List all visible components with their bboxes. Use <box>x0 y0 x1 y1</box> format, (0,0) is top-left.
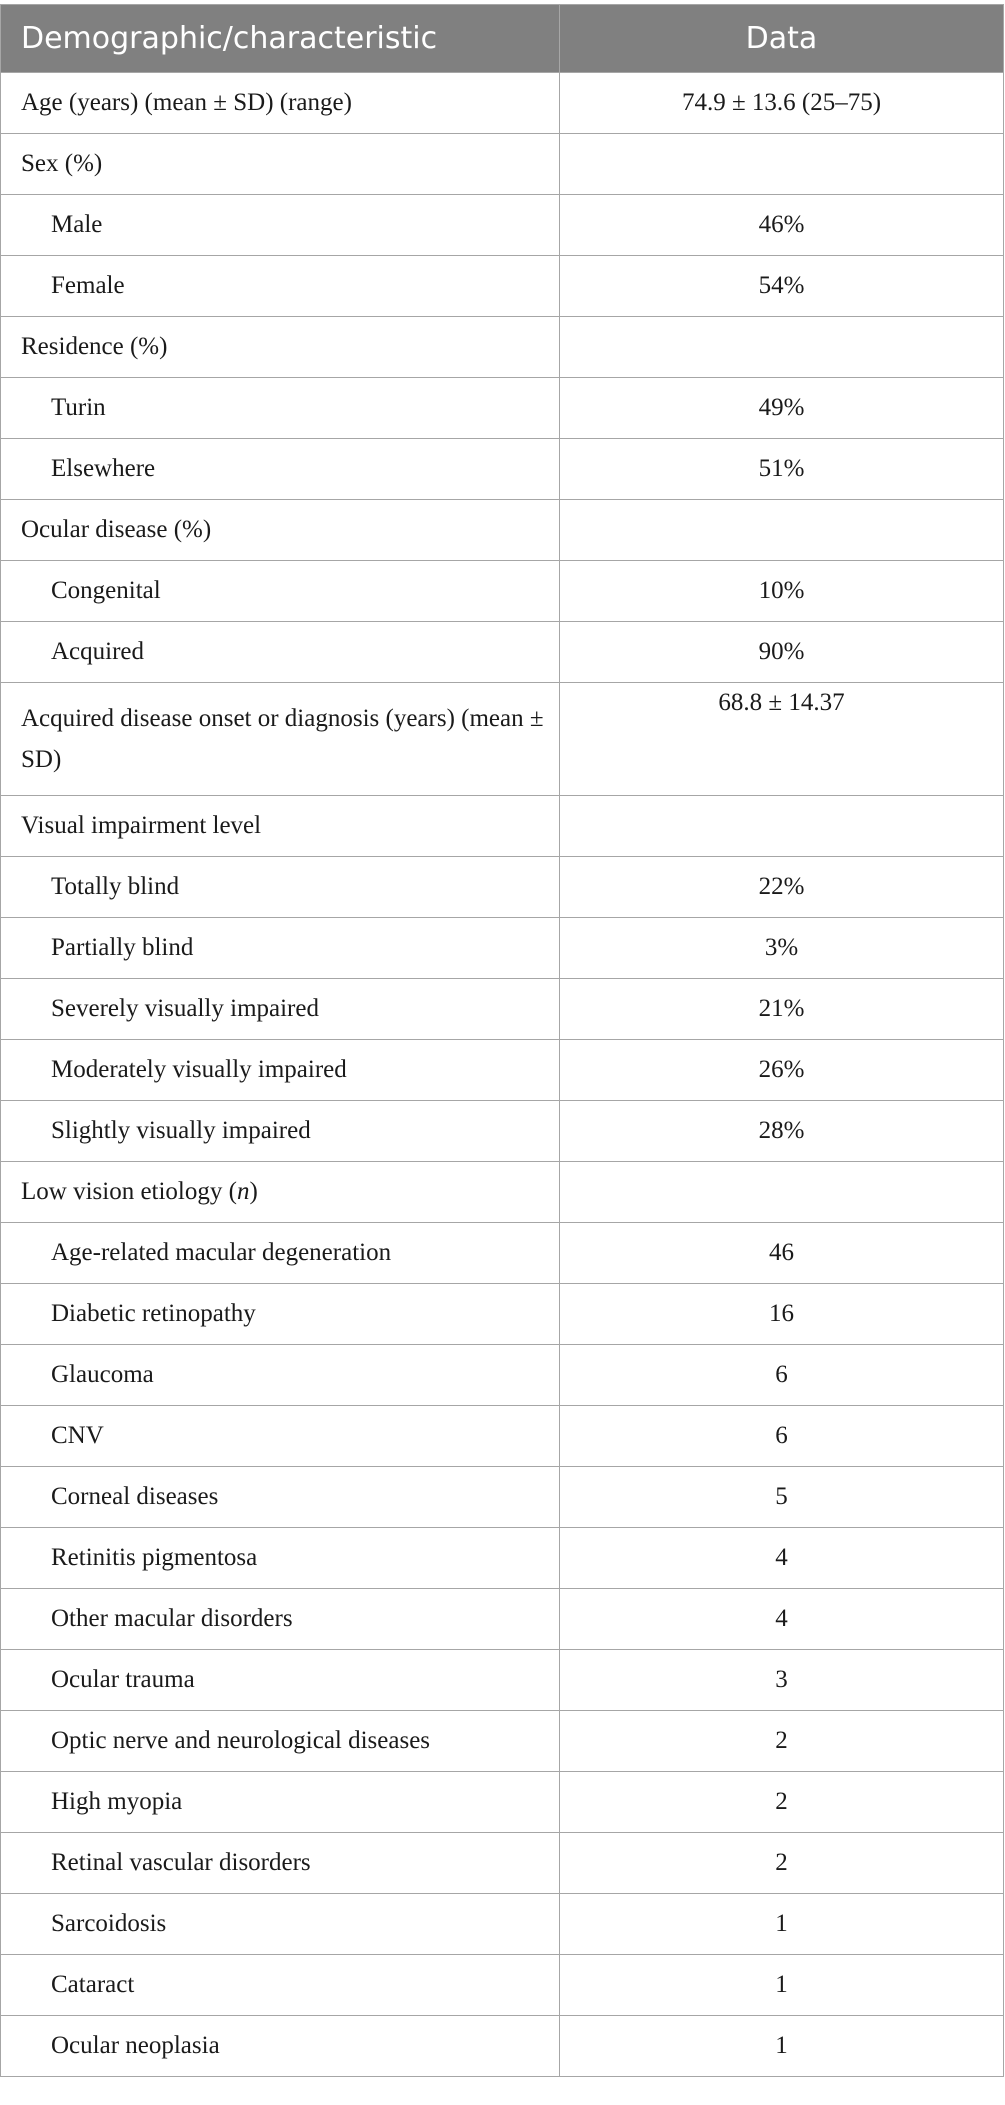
table-row <box>1 1894 1004 1955</box>
row-label: Sarcoidosis <box>1 1894 560 1955</box>
table-row <box>1 1223 1004 1284</box>
row-label: Turin <box>1 378 560 439</box>
row-value: 2 <box>560 1711 1004 1772</box>
row-label: Female <box>1 256 560 317</box>
table-row <box>1 1833 1004 1894</box>
row-label: Acquired <box>1 622 560 683</box>
table-row <box>1 1955 1004 2016</box>
etiology-label-suffix: ) <box>249 1178 258 1205</box>
row-value: 28% <box>560 1101 1004 1162</box>
row-value: 4 <box>560 1589 1004 1650</box>
row-label: Partially blind <box>1 918 560 979</box>
section-label: Ocular disease (%) <box>1 500 560 561</box>
row-value: 3 <box>560 1650 1004 1711</box>
row-value: 5 <box>560 1467 1004 1528</box>
row-value-empty <box>560 1162 1004 1223</box>
row-label: Elsewhere <box>1 439 560 500</box>
table-row <box>1 683 1004 796</box>
table-row <box>1 1711 1004 1772</box>
row-label: Retinal vascular disorders <box>1 1833 560 1894</box>
table-row <box>1 1406 1004 1467</box>
table-row <box>1 1284 1004 1345</box>
row-label: Age (years) (mean ± SD) (range) <box>1 73 560 134</box>
row-value-empty <box>560 134 1004 195</box>
row-label: Glaucoma <box>1 1345 560 1406</box>
row-value: 3% <box>560 918 1004 979</box>
table-row <box>1 256 1004 317</box>
table-row <box>1 1467 1004 1528</box>
row-value: 1 <box>560 1955 1004 2016</box>
table-row <box>1 857 1004 918</box>
section-label: Residence (%) <box>1 317 560 378</box>
row-label: High myopia <box>1 1772 560 1833</box>
table-row <box>1 134 1004 195</box>
row-label: Ocular neoplasia <box>1 2016 560 2077</box>
row-label: Acquired disease onset or diagnosis (years) (mean ± SD) <box>1 683 560 796</box>
row-label: Male <box>1 195 560 256</box>
row-value: 22% <box>560 857 1004 918</box>
row-label: Congenital <box>1 561 560 622</box>
row-value: 1 <box>560 1894 1004 1955</box>
table-row <box>1 195 1004 256</box>
table-row <box>1 378 1004 439</box>
table-row <box>1 622 1004 683</box>
row-label: Totally blind <box>1 857 560 918</box>
row-label: Age-related macular degeneration <box>1 1223 560 1284</box>
table-row <box>1 317 1004 378</box>
row-value: 51% <box>560 439 1004 500</box>
row-value: 46% <box>560 195 1004 256</box>
section-label: Visual impairment level <box>1 796 560 857</box>
demographics-table <box>0 4 1004 2077</box>
row-value: 46 <box>560 1223 1004 1284</box>
row-value: 49% <box>560 378 1004 439</box>
row-value: 54% <box>560 256 1004 317</box>
table-row <box>1 500 1004 561</box>
row-value: 1 <box>560 2016 1004 2077</box>
row-value: 90% <box>560 622 1004 683</box>
row-label: Severely visually impaired <box>1 979 560 1040</box>
header-characteristic: Demographic/characteristic <box>1 5 560 73</box>
row-value: 4 <box>560 1528 1004 1589</box>
table-row <box>1 796 1004 857</box>
row-value: 26% <box>560 1040 1004 1101</box>
table-row <box>1 439 1004 500</box>
table-row <box>1 561 1004 622</box>
table-header-row <box>1 5 1004 73</box>
row-value-empty <box>560 796 1004 857</box>
table-row <box>1 1650 1004 1711</box>
row-value: 10% <box>560 561 1004 622</box>
row-label: CNV <box>1 1406 560 1467</box>
row-value-empty <box>560 317 1004 378</box>
table-row <box>1 1040 1004 1101</box>
table-row <box>1 1589 1004 1650</box>
row-label: Cataract <box>1 1955 560 2016</box>
row-value: 74.9 ± 13.6 (25–75) <box>560 73 1004 134</box>
etiology-label-n: n <box>236 1178 250 1205</box>
row-value: 16 <box>560 1284 1004 1345</box>
table-row <box>1 979 1004 1040</box>
etiology-label-prefix: Low vision etiology ( <box>21 1178 237 1205</box>
table-row <box>1 1528 1004 1589</box>
row-value: 21% <box>560 979 1004 1040</box>
row-label: Other macular disorders <box>1 1589 560 1650</box>
row-value-empty <box>560 500 1004 561</box>
row-label: Ocular trauma <box>1 1650 560 1711</box>
row-value: 2 <box>560 1833 1004 1894</box>
row-label: Moderately visually impaired <box>1 1040 560 1101</box>
row-value: 68.8 ± 14.37 <box>560 683 1004 796</box>
table-row <box>1 1162 1004 1223</box>
header-data: Data <box>560 5 1004 73</box>
section-label: Sex (%) <box>1 134 560 195</box>
table-row <box>1 2016 1004 2077</box>
row-value: 2 <box>560 1772 1004 1833</box>
section-label <box>1 1162 560 1223</box>
row-label: Corneal diseases <box>1 1467 560 1528</box>
row-value: 6 <box>560 1345 1004 1406</box>
row-label: Slightly visually impaired <box>1 1101 560 1162</box>
table-row <box>1 1345 1004 1406</box>
row-label: Diabetic retinopathy <box>1 1284 560 1345</box>
row-value: 6 <box>560 1406 1004 1467</box>
row-label: Optic nerve and neurological diseases <box>1 1711 560 1772</box>
table-row <box>1 1101 1004 1162</box>
table-row <box>1 918 1004 979</box>
row-label: Retinitis pigmentosa <box>1 1528 560 1589</box>
table-row <box>1 1772 1004 1833</box>
table-row <box>1 73 1004 134</box>
